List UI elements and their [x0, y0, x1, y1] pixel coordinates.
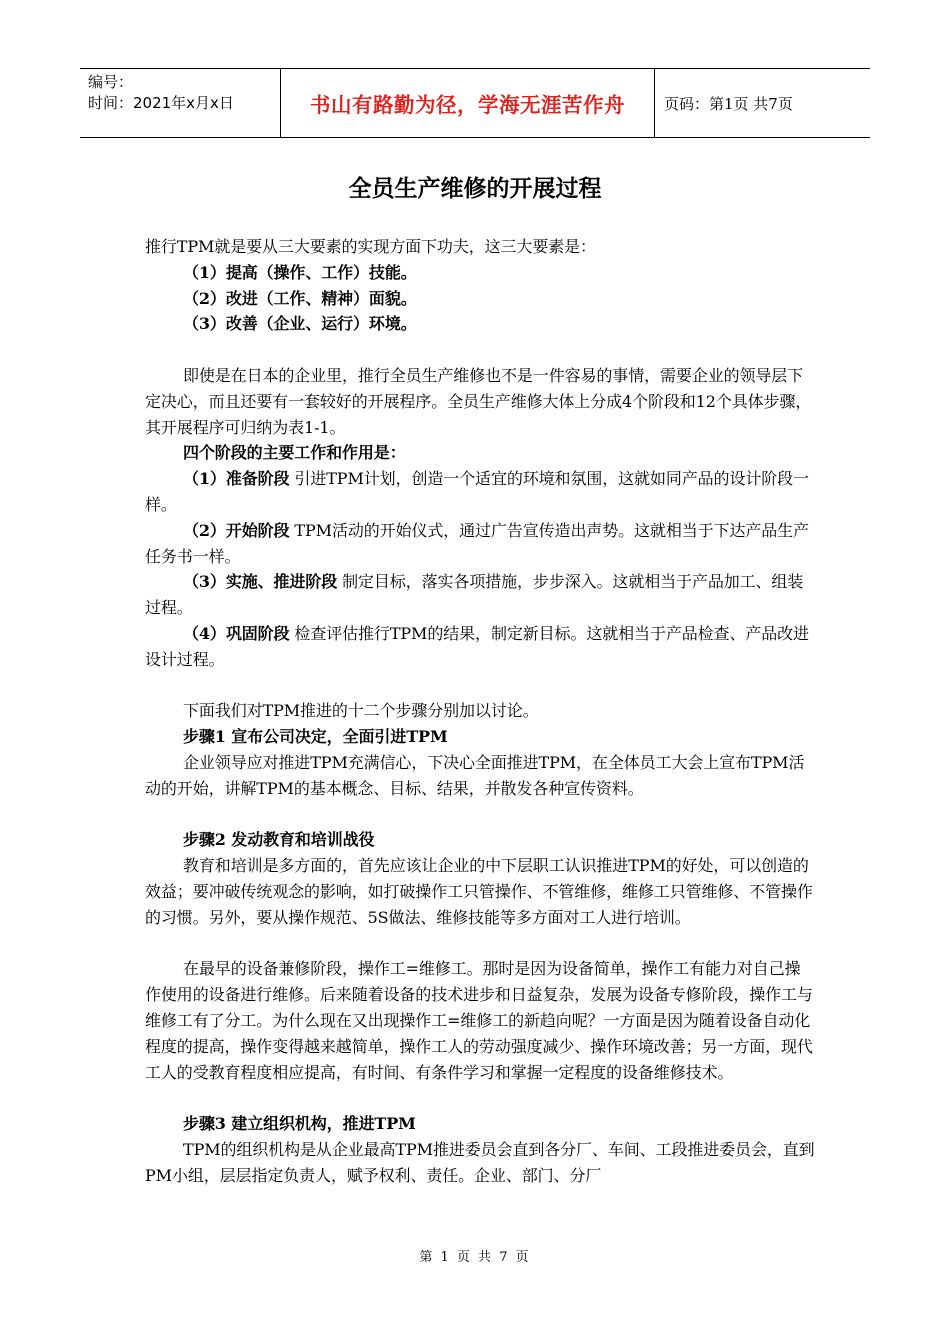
stage-text: 引进TPM计划，创造一个适宜的环境和氛围，这就如同产品的设计阶段一样。	[145, 469, 809, 514]
header-motto: 书山有路勤为径，学海无涯苦作舟	[281, 69, 655, 137]
step3-paragraph: TPM的组织机构是从企业最高TPM推进委员会直到各分厂、车间、工段推进委员会，直到PM小组，层层指定负责人，赋予权利、责任。企业、部门、分厂	[145, 1139, 815, 1185]
document-body	[145, 234, 815, 1188]
step2-paragraph-2: 在最早的设备兼修阶段，操作工=维修工。那时是因为设备简单，操作工有能力对自己操作使用的设备进行维修。后来随着设备的技术进步和日益复杂，发展为设备专修阶段，操作工与维修工有了分工。为什么现在又出现操作工=维修工的新趋向呢？一方面是因为随着设备自动化程度的提高，操作变得越来越简单，操作工人的劳动强度减少、操作环境改善；另一方面，现代工人的受教育程度相应提高，有时间、有条件学习和掌握一定程度的设备维修技术。	[145, 959, 813, 1082]
spacer	[145, 337, 815, 363]
intro-paragraph: 推行TPM就是要从三大要素的实现方面下功夫，这三大要素是：	[145, 237, 596, 256]
japan-paragraph: 即使是在日本的企业里，推行全员生产维修也不是一件容易的事情，需要企业的领导层下定决心，而且还要有一套较好的开展程序。全员生产维修大体上分成4个阶段和12个具体步骤，其开展程序可归纳为表1-1。	[145, 365, 812, 437]
stage-paragraph-3	[145, 569, 815, 621]
step1-paragraph: 企业领导应对推进TPM充满信心，下决心全面推进TPM，在全体员工大会上宣布TPM活动的开始，讲解TPM的基本概念、目标、结果，并散发各种宣传资料。	[145, 752, 805, 798]
steps-intro: 下面我们对TPM推进的十二个步骤分别加以讨论。	[183, 701, 539, 721]
header-table	[80, 68, 870, 138]
stage-paragraph-4	[145, 621, 815, 673]
stage-label: （3）实施、推进阶段	[183, 572, 338, 592]
header-meta	[80, 69, 281, 137]
page-footer: 第 1 页 共 7 页	[419, 1250, 531, 1265]
stage-label: （2）开始阶段	[183, 520, 290, 540]
stage-text: TPM活动的开始仪式，通过广告宣传造出声势。这就相当于下达产品生产任务书一样。	[145, 520, 809, 566]
header-page-number: 页码：第1页 共7页	[664, 94, 793, 113]
step1-heading: 步骤1 宣布公司决定，全面引进TPM	[183, 727, 448, 747]
spacer	[145, 1085, 815, 1111]
step3-heading: 步骤3 建立组织机构，推进TPM	[183, 1114, 416, 1134]
stages-heading: 四个阶段的主要工作和作用是：	[183, 443, 406, 463]
element-item-2: （2）改进（工作、精神）面貌。	[183, 288, 417, 308]
spacer	[145, 931, 815, 957]
document-title: 全员生产维修的开展过程	[348, 176, 602, 202]
stage-label: （4）巩固阶段	[183, 623, 290, 643]
document-number-label: 编号：	[88, 73, 134, 91]
stage-label: （1）准备阶段	[183, 469, 290, 489]
stage-text: 制定目标，落实各项措施，步步深入。这就相当于产品加工、组装过程。	[145, 572, 804, 618]
step2-heading: 步骤2 发动教育和培训战役	[183, 830, 375, 850]
step2-paragraph: 教育和培训是多方面的，首先应该让企业的中下层职工认识推进TPM的好处，可以创造的效益；要冲破传统观念的影响，如打破操作工只管操作、不管维修，维修工只管维修、不管操作的习惯。另外，要从操作规范、5S做法、维修技能等多方面对工人进行培训。	[145, 856, 813, 927]
stage-paragraph-1	[145, 466, 815, 518]
stage-paragraph-2	[145, 518, 815, 570]
document-date-label: 时间：2021年x月x日	[88, 94, 234, 112]
element-item-1: （1）提高（操作、工作）技能。	[183, 262, 417, 282]
spacer	[145, 673, 815, 699]
spacer	[145, 802, 815, 828]
element-item-3: （3）改善（企业、运行）环境。	[183, 314, 417, 334]
stage-text: 检查评估推行TPM的结果，制定新目标。这就相当于产品检查、产品改进设计过程。	[145, 623, 809, 669]
